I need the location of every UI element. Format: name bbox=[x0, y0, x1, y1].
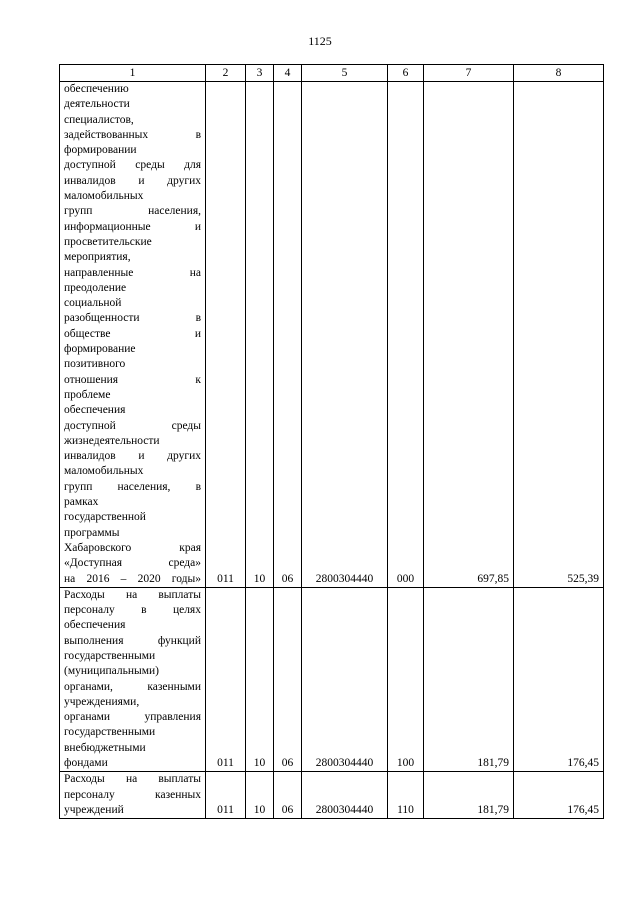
description-line: фондами bbox=[64, 757, 108, 770]
expense-type-code: 110 bbox=[388, 772, 424, 819]
header-cell: 6 bbox=[388, 65, 424, 82]
table-row bbox=[60, 587, 604, 772]
description-line: обеспечению bbox=[64, 83, 129, 95]
description-line: программы bbox=[64, 526, 120, 539]
amount-cell: 525,39 bbox=[514, 82, 604, 588]
description-line: доступной среды для bbox=[64, 159, 201, 172]
description-line: групп населения, bbox=[64, 205, 201, 218]
page-number: 1125 bbox=[308, 34, 332, 48]
description-line: проблеме bbox=[64, 388, 111, 401]
description-line: Хабаровского края bbox=[64, 541, 201, 554]
description-line: «Доступная среда» bbox=[64, 557, 201, 570]
description-line: групп населения, в bbox=[64, 480, 201, 493]
ministry-code: 011 bbox=[206, 82, 246, 588]
section-code: 10 bbox=[246, 587, 274, 772]
description-line: направленные на bbox=[64, 266, 201, 279]
header-cell: 5 bbox=[302, 65, 388, 82]
description-line: Расходы на выплаты bbox=[64, 588, 201, 601]
description-line: инвалидов и других bbox=[64, 174, 201, 187]
description-line: формирование bbox=[64, 343, 136, 356]
amount-cell: 181,79 bbox=[424, 587, 514, 772]
description-line: персоналу в целях bbox=[64, 604, 201, 617]
target-article-code: 2800304440 bbox=[302, 772, 388, 819]
header-cell: 2 bbox=[206, 65, 246, 82]
description-line: мероприятия, bbox=[64, 251, 131, 264]
description-line: информационные и bbox=[64, 220, 201, 233]
target-article-code: 2800304440 bbox=[302, 587, 388, 772]
description-line: учреждений bbox=[64, 803, 124, 816]
description-line: задействованных в bbox=[64, 128, 201, 141]
description-line: социальной bbox=[64, 297, 122, 310]
amount-cell: 181,79 bbox=[424, 772, 514, 819]
description-line: обеспечения bbox=[64, 619, 126, 632]
description-line: обществе и bbox=[64, 327, 201, 340]
subsection-code: 06 bbox=[274, 82, 302, 588]
description-line: выполнения функций bbox=[64, 634, 201, 647]
section-code: 10 bbox=[246, 772, 274, 819]
description-line: учреждениями, bbox=[64, 695, 140, 708]
description-line: доступной среды bbox=[64, 419, 201, 432]
description-line: государственной bbox=[64, 511, 146, 524]
row-description bbox=[60, 82, 206, 588]
description-line: (муниципальными) bbox=[64, 665, 159, 678]
header-cell: 8 bbox=[514, 65, 604, 82]
ministry-code: 011 bbox=[206, 772, 246, 819]
description-line: инвалидов и других bbox=[64, 450, 201, 463]
description-line: государственными bbox=[64, 726, 156, 739]
amount-cell: 176,45 bbox=[514, 772, 604, 819]
description-line: Расходы на выплаты bbox=[64, 773, 201, 786]
expense-type-code: 000 bbox=[388, 82, 424, 588]
header-cell: 1 bbox=[60, 65, 206, 82]
table-row bbox=[60, 772, 604, 819]
description-line: деятельности bbox=[64, 98, 130, 111]
amount-cell: 697,85 bbox=[424, 82, 514, 588]
header-row bbox=[60, 65, 604, 82]
header-cell: 3 bbox=[246, 65, 274, 82]
header-cell: 7 bbox=[424, 65, 514, 82]
description-line: органами, казенными bbox=[64, 680, 201, 693]
description-line: маломобильных bbox=[64, 465, 144, 478]
description-line: просветительские bbox=[64, 235, 152, 248]
description-line: позитивного bbox=[64, 358, 126, 371]
header-cell: 4 bbox=[274, 65, 302, 82]
budget-table bbox=[59, 64, 604, 819]
subsection-code: 06 bbox=[274, 587, 302, 772]
description-line: на 2016 – 2020 годы» bbox=[64, 572, 201, 585]
table-row bbox=[60, 82, 604, 588]
description-line: маломобильных bbox=[64, 190, 144, 203]
description-line: преодоление bbox=[64, 281, 127, 294]
description-line: рамках bbox=[64, 496, 99, 509]
target-article-code: 2800304440 bbox=[302, 82, 388, 588]
description-line: государственными bbox=[64, 649, 156, 662]
expense-type-code: 100 bbox=[388, 587, 424, 772]
row-description bbox=[60, 587, 206, 772]
description-line: обеспечения bbox=[64, 404, 126, 417]
description-line: формировании bbox=[64, 144, 137, 157]
description-line: отношения к bbox=[64, 373, 201, 386]
row-description bbox=[60, 772, 206, 819]
subsection-code: 06 bbox=[274, 772, 302, 819]
ministry-code: 011 bbox=[206, 587, 246, 772]
description-line: персоналу казенных bbox=[64, 788, 201, 801]
description-line: жизнедеятельности bbox=[64, 434, 160, 447]
description-line: внебюджетными bbox=[64, 741, 146, 754]
description-line: органами управления bbox=[64, 711, 201, 724]
description-line: специалистов, bbox=[64, 113, 134, 126]
amount-cell: 176,45 bbox=[514, 587, 604, 772]
section-code: 10 bbox=[246, 82, 274, 588]
description-line: разобщенности в bbox=[64, 312, 201, 325]
